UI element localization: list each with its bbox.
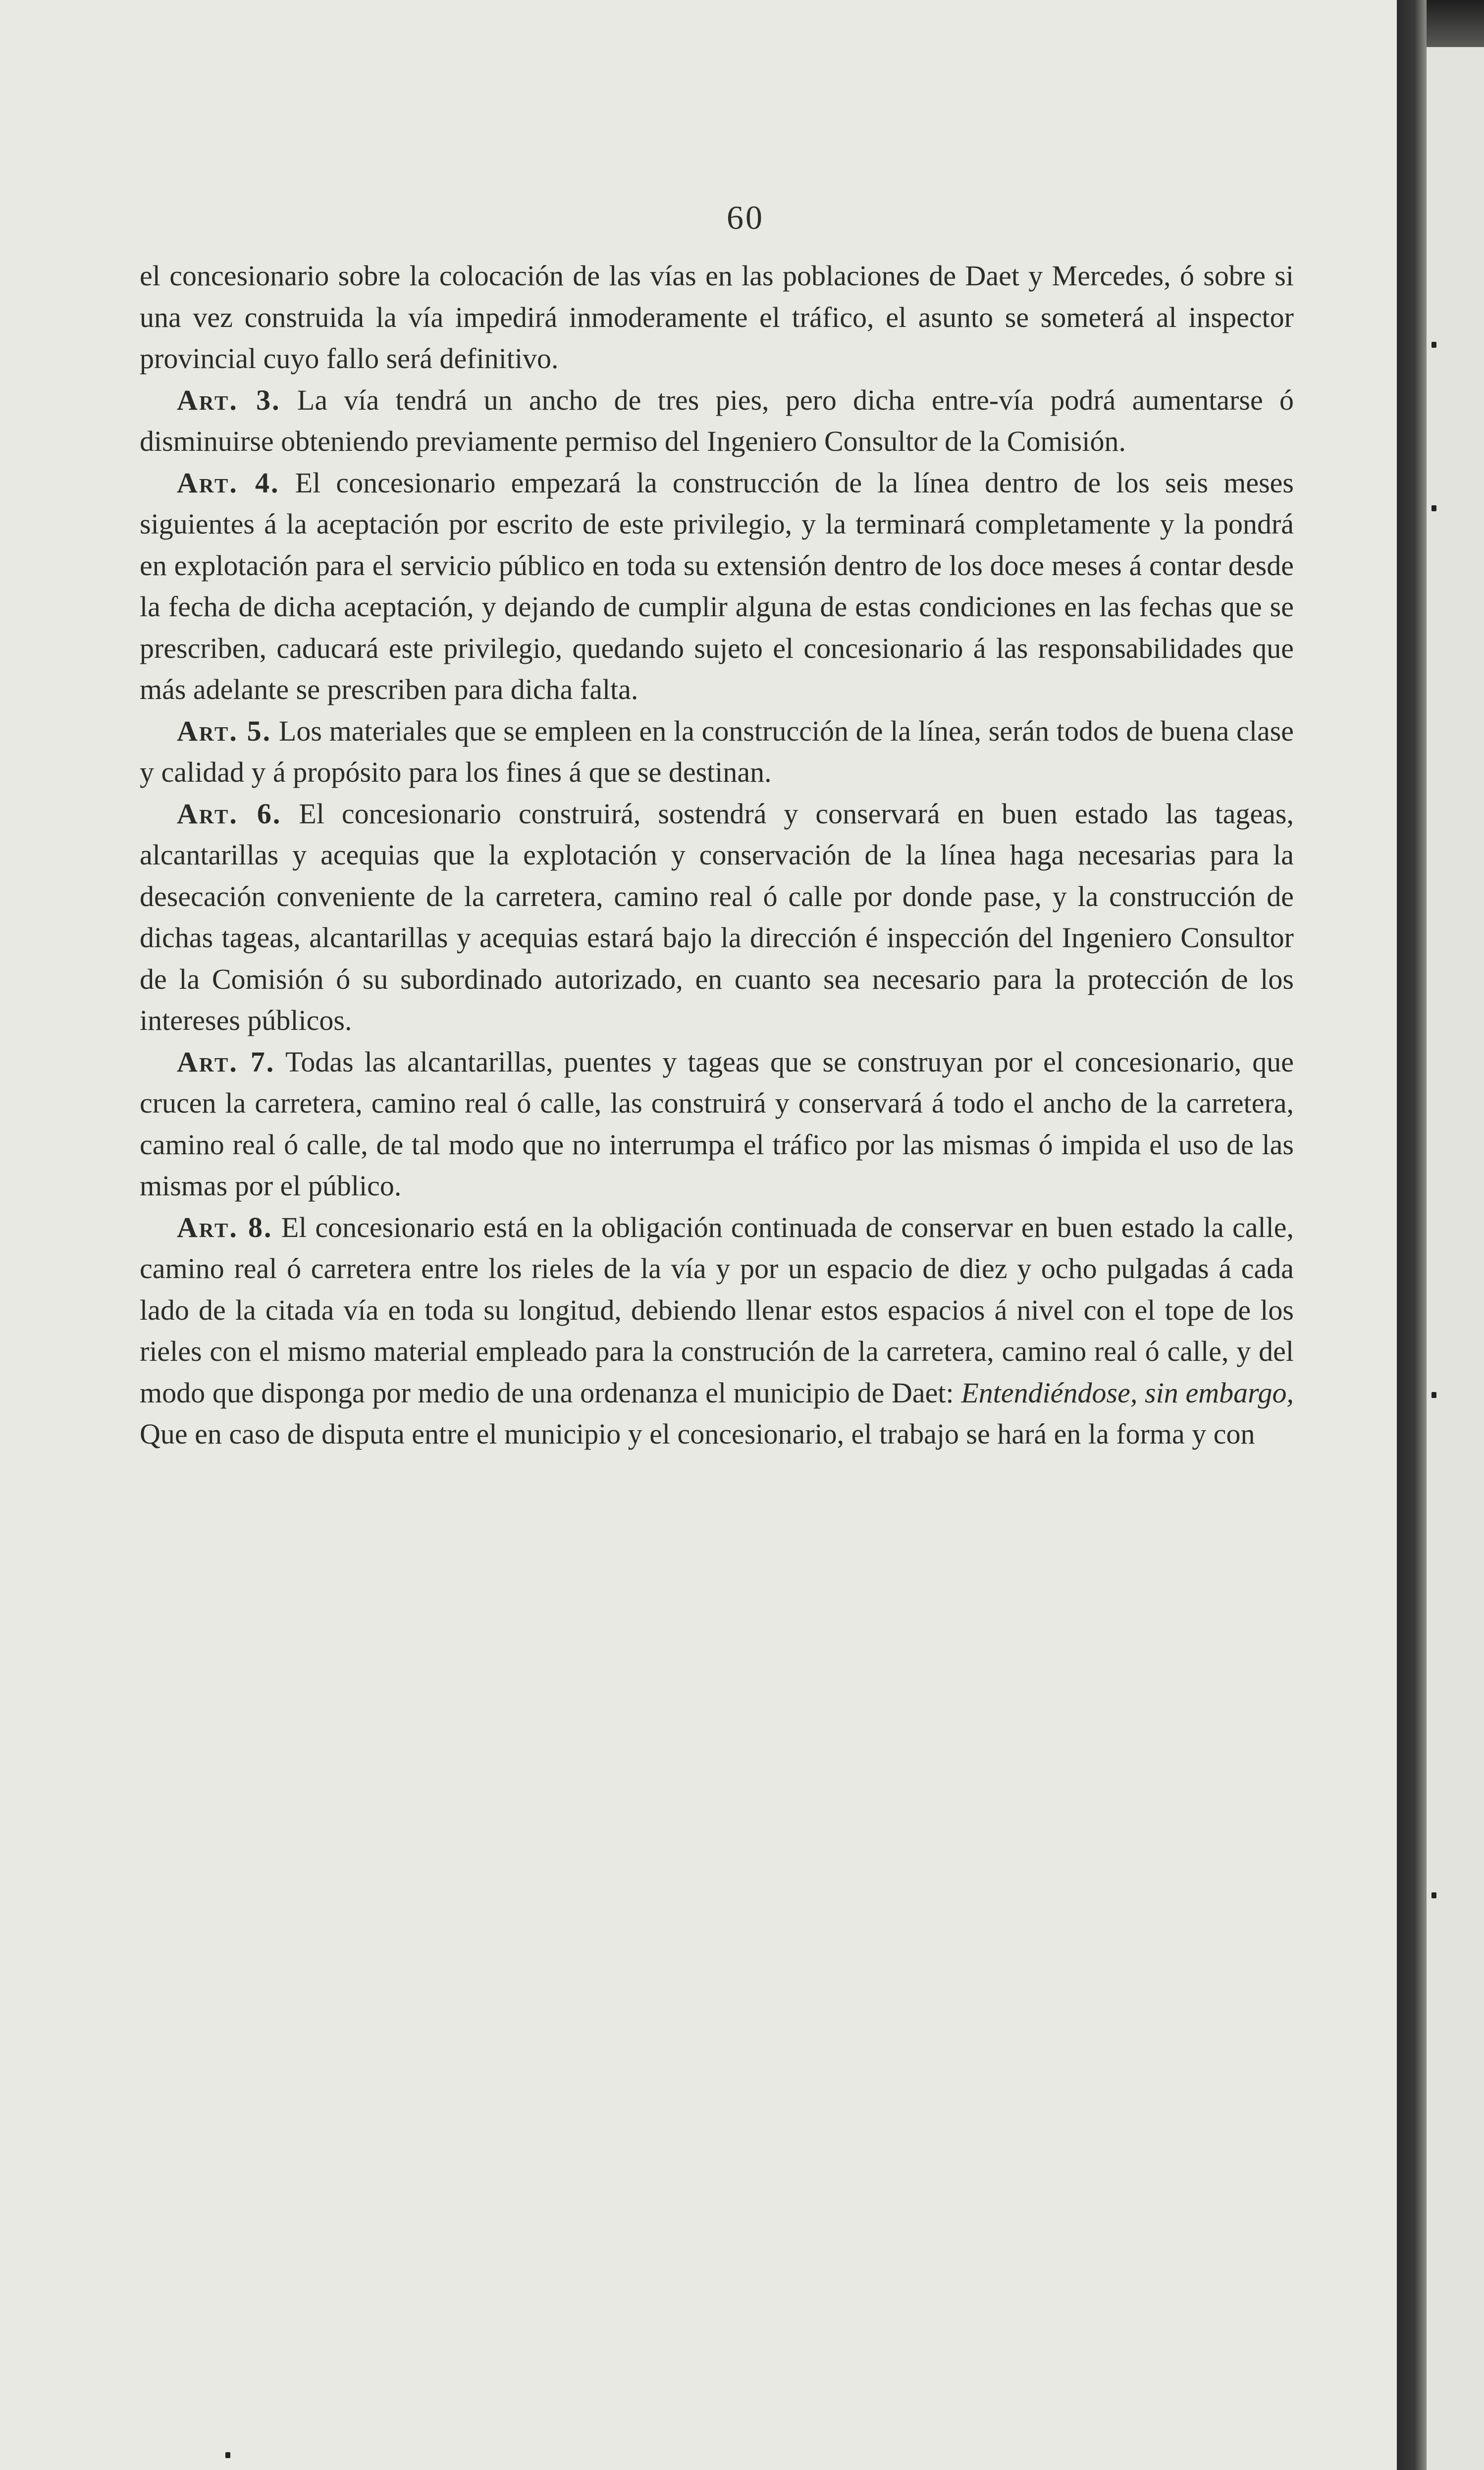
article-6	[140, 793, 1294, 1041]
adjacent-page-top-shadow	[1427, 0, 1484, 47]
article-label: Art. 3.	[177, 383, 281, 416]
article-4	[140, 462, 1294, 710]
article-8	[140, 1207, 1294, 1455]
ink-speck	[1431, 1892, 1436, 1898]
article-text: El concesionario está en la obligación continuada de conservar en buen estado la calle, camino real ó carretera entre los rieles de la vía y por un espacio de diez y ocho pulgadas á cada lado de la citada vía en toda su longitud, debiendo llenar estos espacios á nivel con el tope de los rieles con el mismo material empleado para la construción de la carretera, camino real ó calle, y del modo que disponga por medio de una ordenanza el municipio de Daet:	[140, 1211, 1294, 1409]
article-label: Art. 5.	[177, 714, 272, 747]
article-label: Art. 8.	[177, 1211, 273, 1243]
ink-speck	[1431, 1392, 1436, 1398]
body-text	[140, 255, 1294, 1455]
page-number: 60	[727, 199, 764, 236]
article-3	[140, 379, 1294, 462]
ink-speck	[225, 2452, 230, 2458]
article-text: El concesionario empezará la construcción de la línea dentro de los seis meses siguientes á la aceptación por escrito de este privilegio, y la terminará completamente y la pondrá en explotación para el servicio público en toda su extensión dentro de los doce meses á contar desde la fecha de dicha aceptación, y dejando de cumplir alguna de estas condiciones en las fechas que se prescriben, caducará este privilegio, quedando sujeto el concesionario á las responsabilidades que más adelante se prescriben para dicha falta.	[140, 466, 1294, 705]
article-label: Art. 6.	[177, 797, 282, 830]
paragraph-text: el concesionario sobre la colocación de las vías en las poblaciones de Daet y Mercedes, ó sobre si una vez construida la vía impedirá inmoderamente el tráfico, el asunto se someterá al inspector provincial cuyo fallo será definitivo.	[140, 260, 1294, 375]
paragraph-continuation	[140, 255, 1294, 379]
article-5	[140, 710, 1294, 793]
adjacent-page-edge	[1427, 0, 1484, 2470]
article-tail-text: Que en caso de disputa entre el municipio y el concesionario, el trabajo se hará en la forma y con	[140, 1418, 1255, 1450]
page-binding-shadow	[1397, 0, 1427, 2470]
article-text: El concesionario construirá, sostendrá y conservará en buen estado las tageas, alcantarillas y acequias que la explotación y conservación de la línea haga necesarias para la desecación conveniente de la carretera, camino real ó calle por donde pase, y la construcción de dichas tageas, alcantarillas y acequias estará bajo la dirección é inspección del Ingeniero Consultor de la Comisión ó su subordinado autorizado, en cuanto sea necesario para la protección de los intereses públicos.	[140, 797, 1294, 1036]
article-text: Los materiales que se empleen en la construcción de la línea, serán todos de buena clase y calidad y á propósito para los fines á que se destinan.	[140, 714, 1294, 788]
article-text: La vía tendrá un ancho de tres pies, pero dicha entre-vía podrá aumentarse ó disminuirse obteniendo previamente permiso del Ingeniero Consultor de la Comisión.	[140, 383, 1294, 457]
article-label: Art. 7.	[177, 1045, 275, 1078]
article-text: Todas las alcantarillas, puentes y tageas que se construyan por el concesionario, que crucen la carretera, camino real ó calle, las construirá y conservará á todo el ancho de la carretera, camino real ó calle, de tal modo que no interrumpa el tráfico por las mismas ó impida el uso de las mismas por el público.	[140, 1045, 1294, 1202]
article-7	[140, 1041, 1294, 1207]
article-label: Art. 4.	[177, 466, 280, 499]
ink-speck	[1431, 342, 1436, 348]
article-italic-text: Entendiéndose, sin embargo,	[961, 1376, 1294, 1409]
ink-speck	[1431, 505, 1436, 511]
